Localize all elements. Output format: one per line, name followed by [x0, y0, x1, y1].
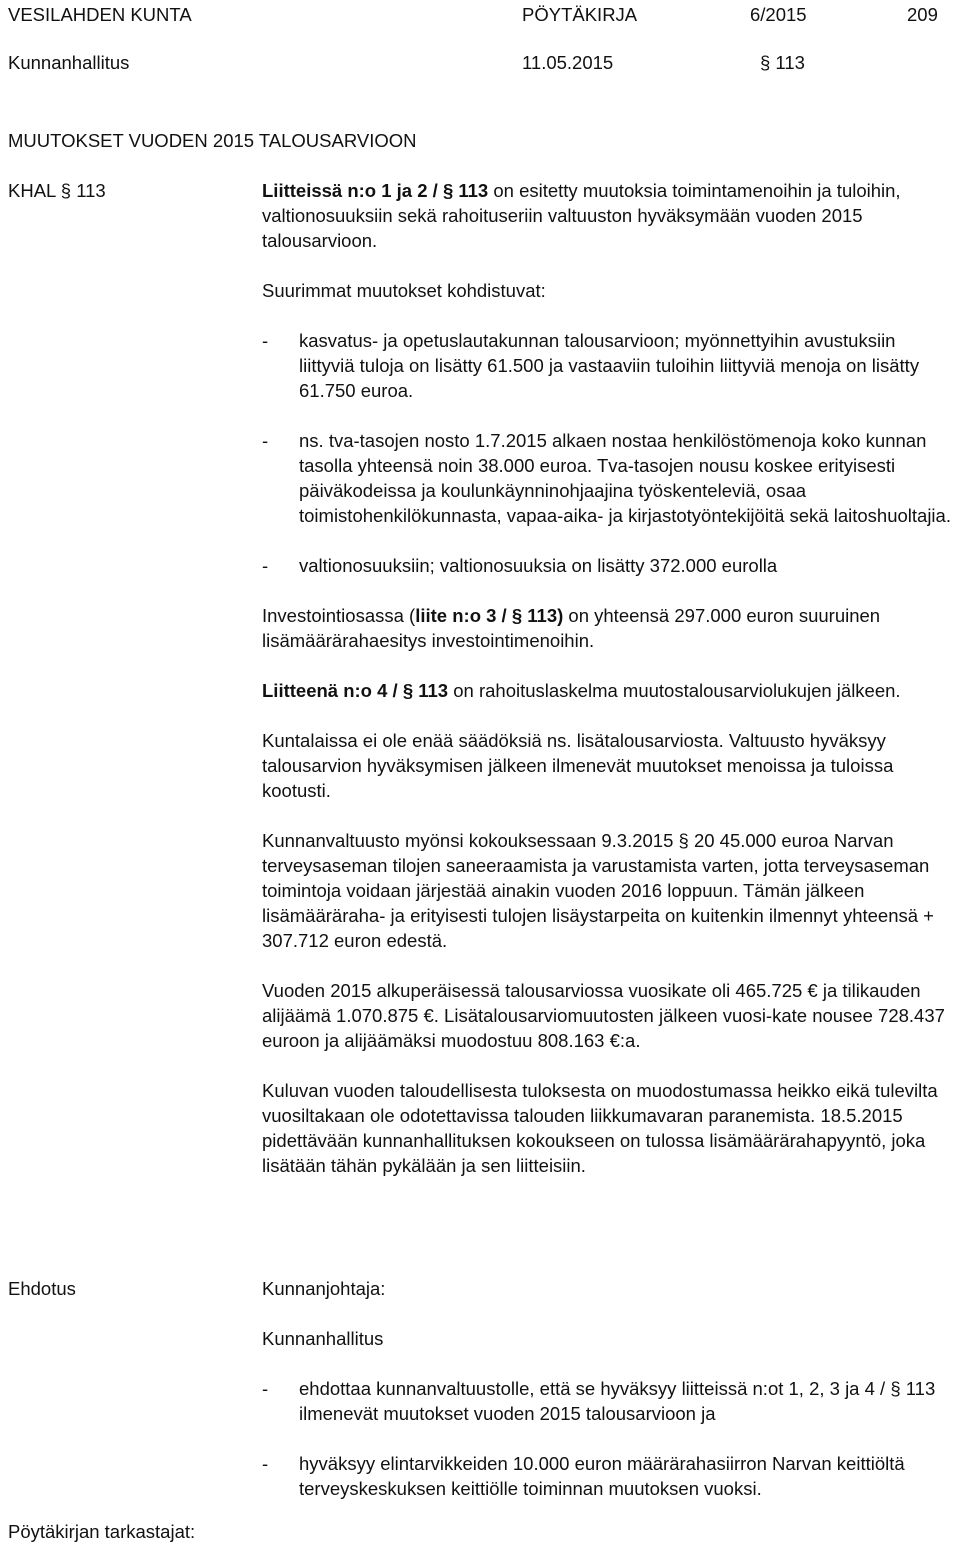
investment-paragraph — [262, 603, 952, 653]
header-section: § 113 — [760, 52, 805, 73]
proposal-item-text: hyväksyy elintarvikkeiden 10.000 euron määrärahasiirron Narvan keittiöltä terveyskeskuksen keittiölle toiminnan muutoksen vuoksi. — [299, 1453, 905, 1499]
change-item — [262, 553, 952, 578]
intro-text: on esitetty muutoksia toimintamenoihin ja tuloihin, valtionosuuksiin sekä rahoituseriin valtuuston hyväksymään vuoden 2015 talousarvioon. — [262, 180, 901, 251]
changes-heading: Suurimmat muutokset kohdistuvat: — [262, 280, 546, 301]
proposal-item — [262, 1451, 952, 1501]
change-item-text: kasvatus- ja opetuslautakunnan talousarvioon; myönnettyihin avustuksiin liittyviä tuloja on lisätty 61.500 ja vastaaviin tuloihin liittyviä menoja on lisätty 61.750 euroa. — [299, 330, 920, 401]
investment-pre: Investointiosassa ( — [262, 605, 416, 626]
change-item-text: ns. tva-tasojen nosto 1.7.2015 alkaen nostaa henkilöstömenoja koko kunnan tasolla yhteensä noin 38.000 euroa. Tva-tasojen nousu koskee erityisesti päiväkodeissa ja koulunkäynninohjaajina työskenteleviä, osaa toimistohenkilökunnasta, vapaa-aika- ja kirjastotyöntekijöitä sekä laitoshuoltajia. — [299, 430, 951, 526]
paragraph-kuntalaki: Kuntalaissa ei ole enää säädöksiä ns. lisätalousarviosta. Valtuusto hyväksyy talousarvion hyväksymisen jälkeen ilmenevät muutokset menoissa ja tuloissa kootusti. — [262, 730, 894, 801]
dash: - — [262, 1378, 269, 1399]
proposer: Kunnanjohtaja: — [262, 1278, 386, 1299]
header-doc-type: PÖYTÄKIRJA — [522, 4, 638, 25]
footer-reviewers-label: Pöytäkirjan tarkastajat: — [8, 1521, 196, 1542]
dash: - — [262, 555, 269, 576]
change-item — [262, 328, 952, 403]
investment-post: on yhteensä 297.000 euron suuruinen lisämäärärahaesitys investointimenoihin. — [262, 605, 881, 651]
attachment4-bold: Liitteenä n:o 4 / § 113 — [262, 680, 449, 701]
proposal-item — [262, 1376, 952, 1426]
attachment4-paragraph — [262, 678, 952, 703]
intro-paragraph — [262, 178, 952, 253]
header-number: 6/2015 — [750, 4, 807, 25]
paragraph-vuosikate: Vuoden 2015 alkuperäisessä talousarviossa vuosikate oli 465.725 € ja tilikauden alijäämä 1.070.875 €. Lisätalousarviomuutosten jälkeen vuosi-kate nousee 728.437 euroon ja alijäämäksi muodostuu 808.163 €:a. — [262, 980, 945, 1051]
investment-bold: liite n:o 3 / § 113) — [415, 605, 564, 626]
proposal-label: Ehdotus — [8, 1278, 76, 1299]
page-title: MUUTOKSET VUODEN 2015 TALOUSARVIOON — [8, 130, 417, 151]
change-item — [262, 428, 952, 528]
header-date: 11.05.2015 — [522, 52, 614, 73]
attachment4-post: on rahoituslaskelma muutostalousarviolukujen jälkeen. — [448, 680, 901, 701]
dash: - — [262, 430, 269, 451]
dash: - — [262, 1453, 269, 1474]
change-item-text: valtionosuuksiin; valtionosuuksia on lisätty 372.000 eurolla — [299, 555, 778, 576]
section-ref-label: KHAL § 113 — [8, 180, 106, 201]
header-body: Kunnanhallitus — [8, 52, 130, 73]
paragraph-tulos: Kuluvan vuoden taloudellisesta tuloksesta on muodostumassa heikko eikä tulevilta vuosiltakaan ole odotettavissa talouden liikkumavaran paranemista. 18.5.2015 pidettävään kunnanhallituksen kokoukseen on tulossa lisämäärärahapyyntö, joka lisätään tähän pykälään ja sen liitteisiin. — [262, 1080, 938, 1176]
header-org: VESILAHDEN KUNTA — [8, 4, 192, 25]
proposal-item-text: ehdottaa kunnanvaltuustolle, että se hyväksyy liitteissä n:ot 1, 2, 3 ja 4 / § 113 ilmenevät muutokset vuoden 2015 talousarvioon ja — [299, 1378, 936, 1424]
body-column — [262, 178, 952, 1178]
dash: - — [262, 330, 269, 351]
proposal-body: Kunnanhallitus — [262, 1328, 384, 1349]
proposal-column — [262, 1276, 952, 1501]
intro-bold: Liitteissä n:o 1 ja 2 / § 113 — [262, 180, 489, 201]
header-page: 209 — [907, 4, 938, 25]
paragraph-narva: Kunnanvaltuusto myönsi kokouksessaan 9.3.2015 § 20 45.000 euroa Narvan terveysaseman tilojen saneeraamista ja varustamista varten, jotta terveysaseman toimintoja voidaan järjestää ainakin vuoden 2016 loppuun. Tämän jälkeen lisämääräraha- ja erityisesti tulojen lisäystarpeita on kuitenkin ilmennyt yhteensä + 307.712 euron edestä. — [262, 830, 934, 951]
